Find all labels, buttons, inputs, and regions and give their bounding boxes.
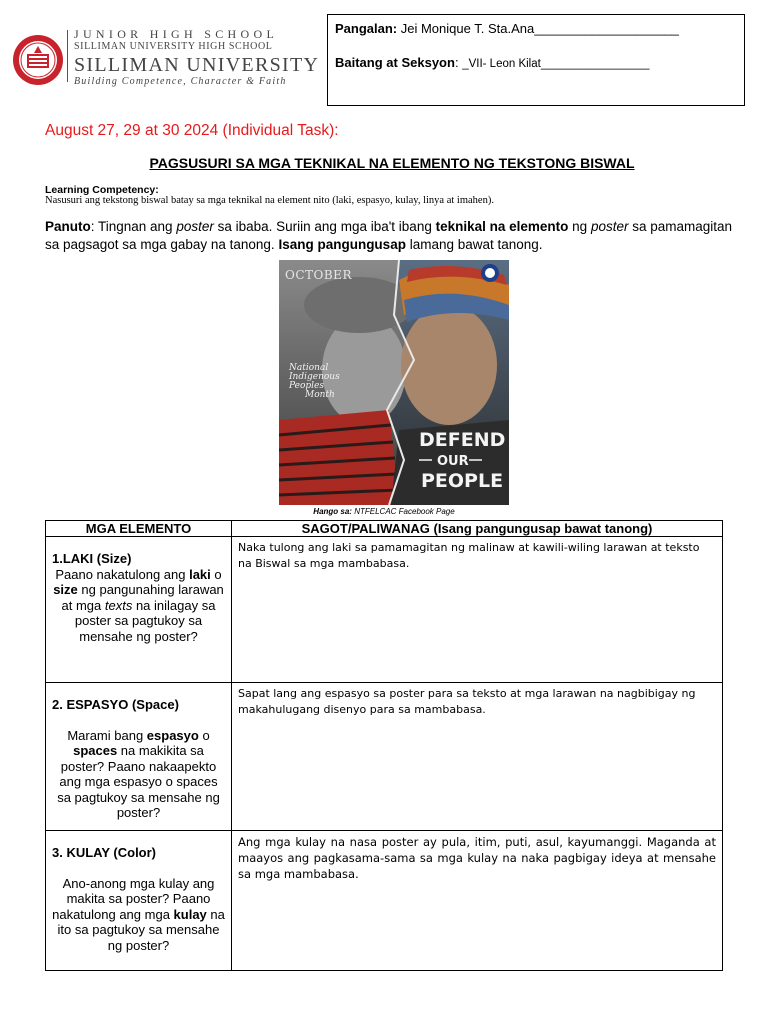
table-header-row	[46, 521, 723, 537]
poster-slogan-line-2: PEOPLE	[421, 470, 504, 492]
poster-caption-line-1: Indigenous	[289, 372, 340, 382]
section-label: Baitang at Seksyon	[335, 55, 455, 70]
question-cell-kulay	[46, 831, 232, 971]
panuto-text-5: lamang bawat tanong.	[405, 237, 543, 252]
poster-slogan-line-1: OUR	[437, 454, 469, 469]
panuto-text-2: sa ibaba. Suriin ang mga iba't ibang	[213, 219, 436, 234]
answer-field-espasyo[interactable]: Sapat lang ang espasyo sa poster para sa teksto at mga larawan na nagbibigay ng makahulugang disenyo para sa mambabasa.	[232, 683, 723, 831]
table-row	[46, 537, 723, 683]
poster-month: OCTOBER	[285, 268, 352, 282]
section-value: _VII- Leon Kilat_________________	[462, 58, 650, 70]
poster-caption-line-3: Month	[305, 390, 335, 400]
analysis-table	[45, 520, 723, 971]
table-row	[46, 683, 723, 831]
school-name-block	[74, 28, 324, 88]
logo-divider	[67, 30, 68, 82]
source-value: NTFELCAC Facebook Page	[354, 507, 455, 516]
question-text: Marami bang espasyo o spaces na makikita sa poster? Paano nakaapekto ang mga espasyo o spaces sa pagtukoy sa mensahe ng poster?	[57, 727, 220, 820]
element-title: 1.LAKI (Size)	[52, 551, 132, 566]
name-value: Jei Monique T. Sta.Ana____________________	[400, 21, 679, 36]
element-title: 3. KULAY (Color)	[52, 845, 157, 860]
panuto-isang: Isang pangungusap	[278, 237, 406, 252]
panuto-text-4: sa pamamagitan sa pagsagot sa mga gabay na tanong.	[45, 219, 733, 252]
panuto-teknikal: teknikal na elemento	[435, 219, 569, 234]
school-line-junior-high: JUNIOR HIGH SCHOOL	[74, 27, 279, 41]
poster-slogan-line-0: DEFEND	[419, 429, 506, 451]
student-info-box	[327, 14, 745, 106]
question-cell-laki	[46, 537, 232, 683]
section-colon: :	[454, 55, 459, 70]
learning-competency-text: Nasusuri ang tekstong biswal batay sa mga teknikal na element nito (laki, espasyo, kulay, linya at imahen).	[45, 195, 494, 206]
question-text: Paano nakatulong ang laki o size ng pangunahing larawan at mga texts na inilagay sa poster sa pagtukoy sa mensahe ng poster?	[53, 566, 224, 644]
image-source	[0, 507, 768, 516]
header-sagot: SAGOT/PALIWANAG (Isang pangungusap bawat tanong)	[232, 521, 723, 537]
panuto-label: Panuto	[45, 219, 91, 234]
silliman-seal-logo	[12, 34, 64, 86]
panuto-poster-2: poster	[590, 219, 629, 234]
poster-caption-line-2: Peoples	[289, 381, 324, 391]
poster-image	[279, 260, 509, 505]
instructions	[45, 218, 735, 254]
page-title: PAGSUSURI SA MGA TEKNIKAL NA ELEMENTO NG TEKSTONG BISWAL	[149, 155, 635, 171]
student-section-row	[335, 55, 744, 72]
learning-competency-label: Learning Competency:	[45, 184, 159, 196]
poster-caption-line-0: National	[289, 363, 329, 373]
question-text: Ano-anong mga kulay ang makita sa poster? Paano nakatulong ang mga kulay na ito sa pagtukoy sa mensahe ng poster?	[52, 875, 225, 953]
element-title: 2. ESPASYO (Space)	[52, 697, 179, 712]
panuto-text-1: : Tingnan ang	[90, 219, 177, 234]
answer-field-kulay[interactable]: Ang mga kulay na nasa poster ay pula, itim, puti, asul, kayumanggi. Maganda at maayos ang pagkasama-sama sa mga kulay na naka pagbigay ideya at mensahe sa mga mambabasa.	[232, 831, 723, 971]
name-label: Pangalan:	[335, 21, 398, 36]
school-line-university: SILLIMAN UNIVERSITY	[74, 54, 320, 76]
answer-field-laki[interactable]: Naka tulong ang laki sa pamamagitan ng malinaw at kawili-wiling larawan at teksto na Biswal sa mga mambabasa.	[232, 537, 723, 683]
school-motto: Building Competence, Character & Faith	[74, 76, 287, 87]
panuto-text-3: ng	[568, 219, 591, 234]
table-row	[46, 831, 723, 971]
question-cell-espasyo	[46, 683, 232, 831]
student-name-row	[335, 21, 744, 37]
task-date: August 27, 29 at 30 2024 (Individual Task):	[45, 122, 339, 139]
panuto-poster-1: poster	[176, 219, 214, 234]
header-elemento: MGA ELEMENTO	[46, 521, 232, 537]
school-line-high-school: SILLIMAN UNIVERSITY HIGH SCHOOL	[74, 41, 273, 52]
source-label: Hango sa:	[313, 507, 352, 516]
